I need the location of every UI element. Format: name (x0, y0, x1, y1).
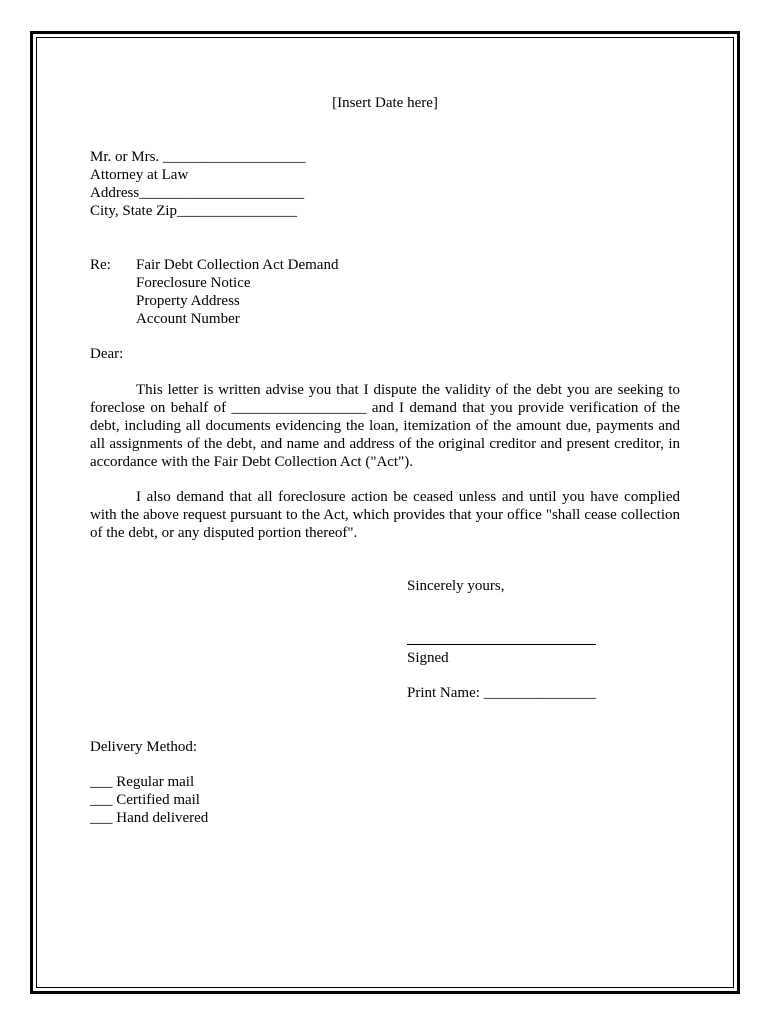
re-subject-block (136, 256, 338, 328)
print-name-line: Print Name: _______________ (407, 685, 597, 701)
salutation: Dear: (90, 346, 124, 362)
recipient-city-line: City, State Zip________________ (90, 203, 297, 219)
signature-line (407, 644, 596, 645)
body-paragraph-2 (90, 488, 680, 542)
re-label: Re: (90, 257, 111, 273)
delivery-method-heading: Delivery Method: (90, 739, 198, 755)
re-subject-line: Fair Debt Collection Act Demand (136, 257, 339, 273)
signed-label: Signed (407, 650, 449, 666)
body-paragraph-1 (90, 381, 680, 471)
recipient-address-line: Address______________________ (90, 185, 305, 201)
delivery-options-list (90, 773, 208, 827)
re-subject-line: Property Address (136, 293, 240, 309)
recipient-title-line: Attorney at Law (90, 167, 189, 183)
closing: Sincerely yours, (407, 578, 505, 594)
delivery-option-hand-delivered: ___ Hand delivered (90, 810, 209, 826)
body-paragraph-2-text: I also demand that all foreclosure action be ceased unless and until you have complied with the above request pursuant to the Act, which provides that your office "shall cease collection of the debt, or any disputed portion thereof". (90, 489, 680, 541)
delivery-option-certified-mail: ___ Certified mail (90, 792, 200, 808)
delivery-option-regular-mail: ___ Regular mail (90, 774, 195, 790)
recipient-name-line: Mr. or Mrs. ___________________ (90, 149, 306, 165)
re-subject-line: Foreclosure Notice (136, 275, 251, 291)
re-subject-line: Account Number (136, 311, 240, 327)
body-paragraph-1-text: This letter is written advise you that I dispute the validity of the debt you are seeking to foreclose on behalf of __________________ and I demand that you provide verification of the debt, including all documents evidencing the loan, itemization of the amount due, payments and all assignments of the debt, and name and address of the original creditor and present creditor, in accordance with the Fair Debt Collection Act ("Act"). (90, 382, 680, 470)
recipient-address-block (90, 148, 305, 220)
date-placeholder: [Insert Date here] (332, 95, 438, 111)
